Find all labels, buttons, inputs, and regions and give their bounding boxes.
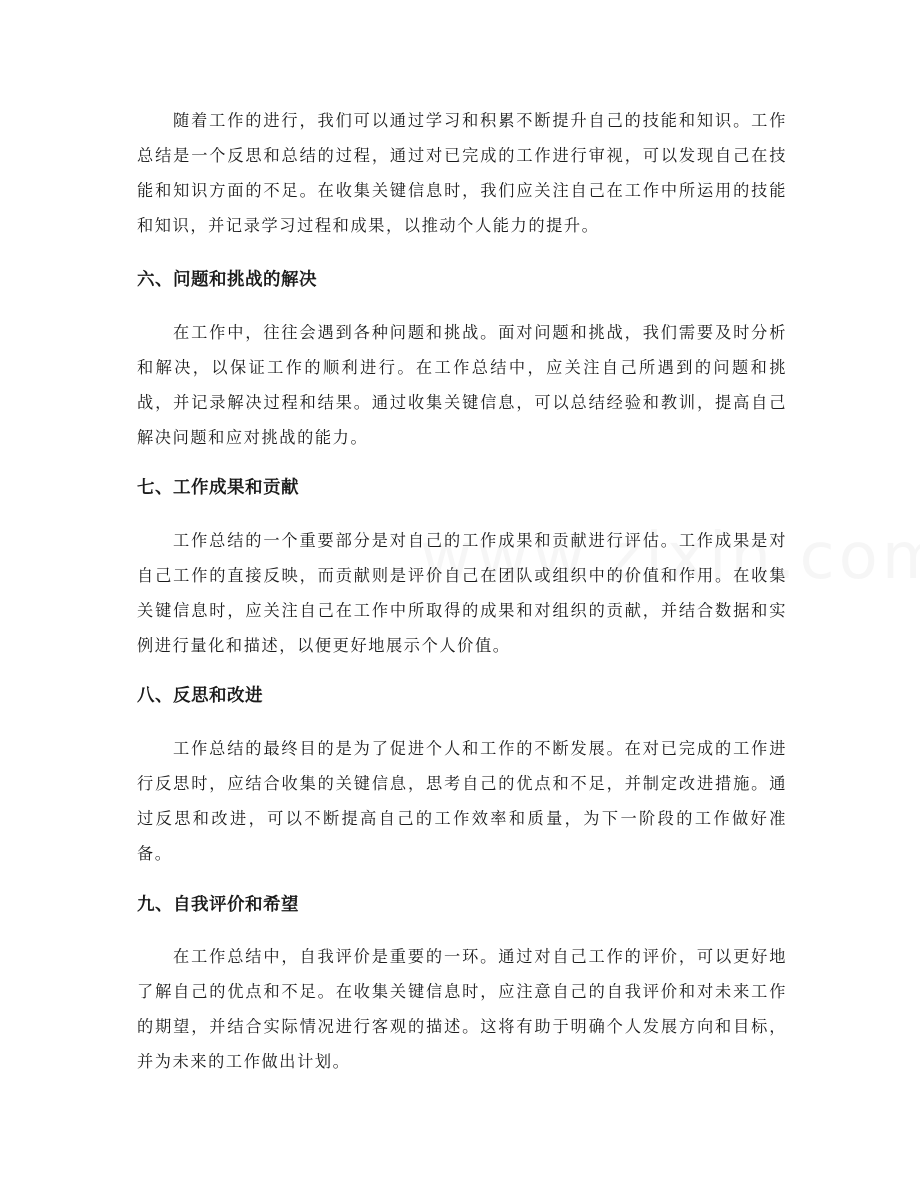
paragraph-self-evaluation: 在工作总结中，自我评价是重要的一环。通过对自己工作的评价，可以更好地了解自己的优点和不足。在收集关键信息时，应注意自己的自我评价和对未来工作的期望，并结合实际情况进行客观的描述。这将有助于明确个人发展方向和目标，并为未来的工作做出计划。 xyxy=(137,947,787,1071)
section-heading-9: 九、自我评价和希望 xyxy=(137,895,299,915)
section-heading-7: 七、工作成果和贡献 xyxy=(137,478,299,498)
section-heading-8: 八、反思和改进 xyxy=(137,686,263,706)
paragraph-reflection: 工作总结的最终目的是为了促进个人和工作的不断发展。在对已完成的工作进行反思时，应结合收集的关键信息，思考自己的优点和不足，并制定改进措施。通过反思和改进，可以不断提高自己的工作效率和质量，为下一阶段的工作做好准备。 xyxy=(137,739,787,863)
section-heading-6: 六、问题和挑战的解决 xyxy=(137,270,317,290)
paragraph-problems: 在工作中，往往会遇到各种问题和挑战。面对问题和挑战，我们需要及时分析和解决，以保证工作的顺利进行。在工作总结中，应关注自己所遇到的问题和挑战，并记录解决过程和结果。通过收集关键信息，可以总结经验和教训，提高自己解决问题和应对挑战的能力。 xyxy=(137,323,787,447)
paragraph-achievements: 工作总结的一个重要部分是对自己的工作成果和贡献进行评估。工作成果是对自己工作的直接反映，而贡献则是评价自己在团队或组织中的价值和作用。在收集关键信息时，应关注自己在工作中所取得的成果和对组织的贡献，并结合数据和实例进行量化和描述，以便更好地展示个人价值。 xyxy=(137,531,787,655)
paragraph-skills: 随着工作的进行，我们可以通过学习和积累不断提升自己的技能和知识。工作总结是一个反思和总结的过程，通过对已完成的工作进行审视，可以发现自己在技能和知识方面的不足。在收集关键信息时，我们应关注自己在工作中所运用的技能和知识，并记录学习过程和成果，以推动个人能力的提升。 xyxy=(137,111,787,235)
